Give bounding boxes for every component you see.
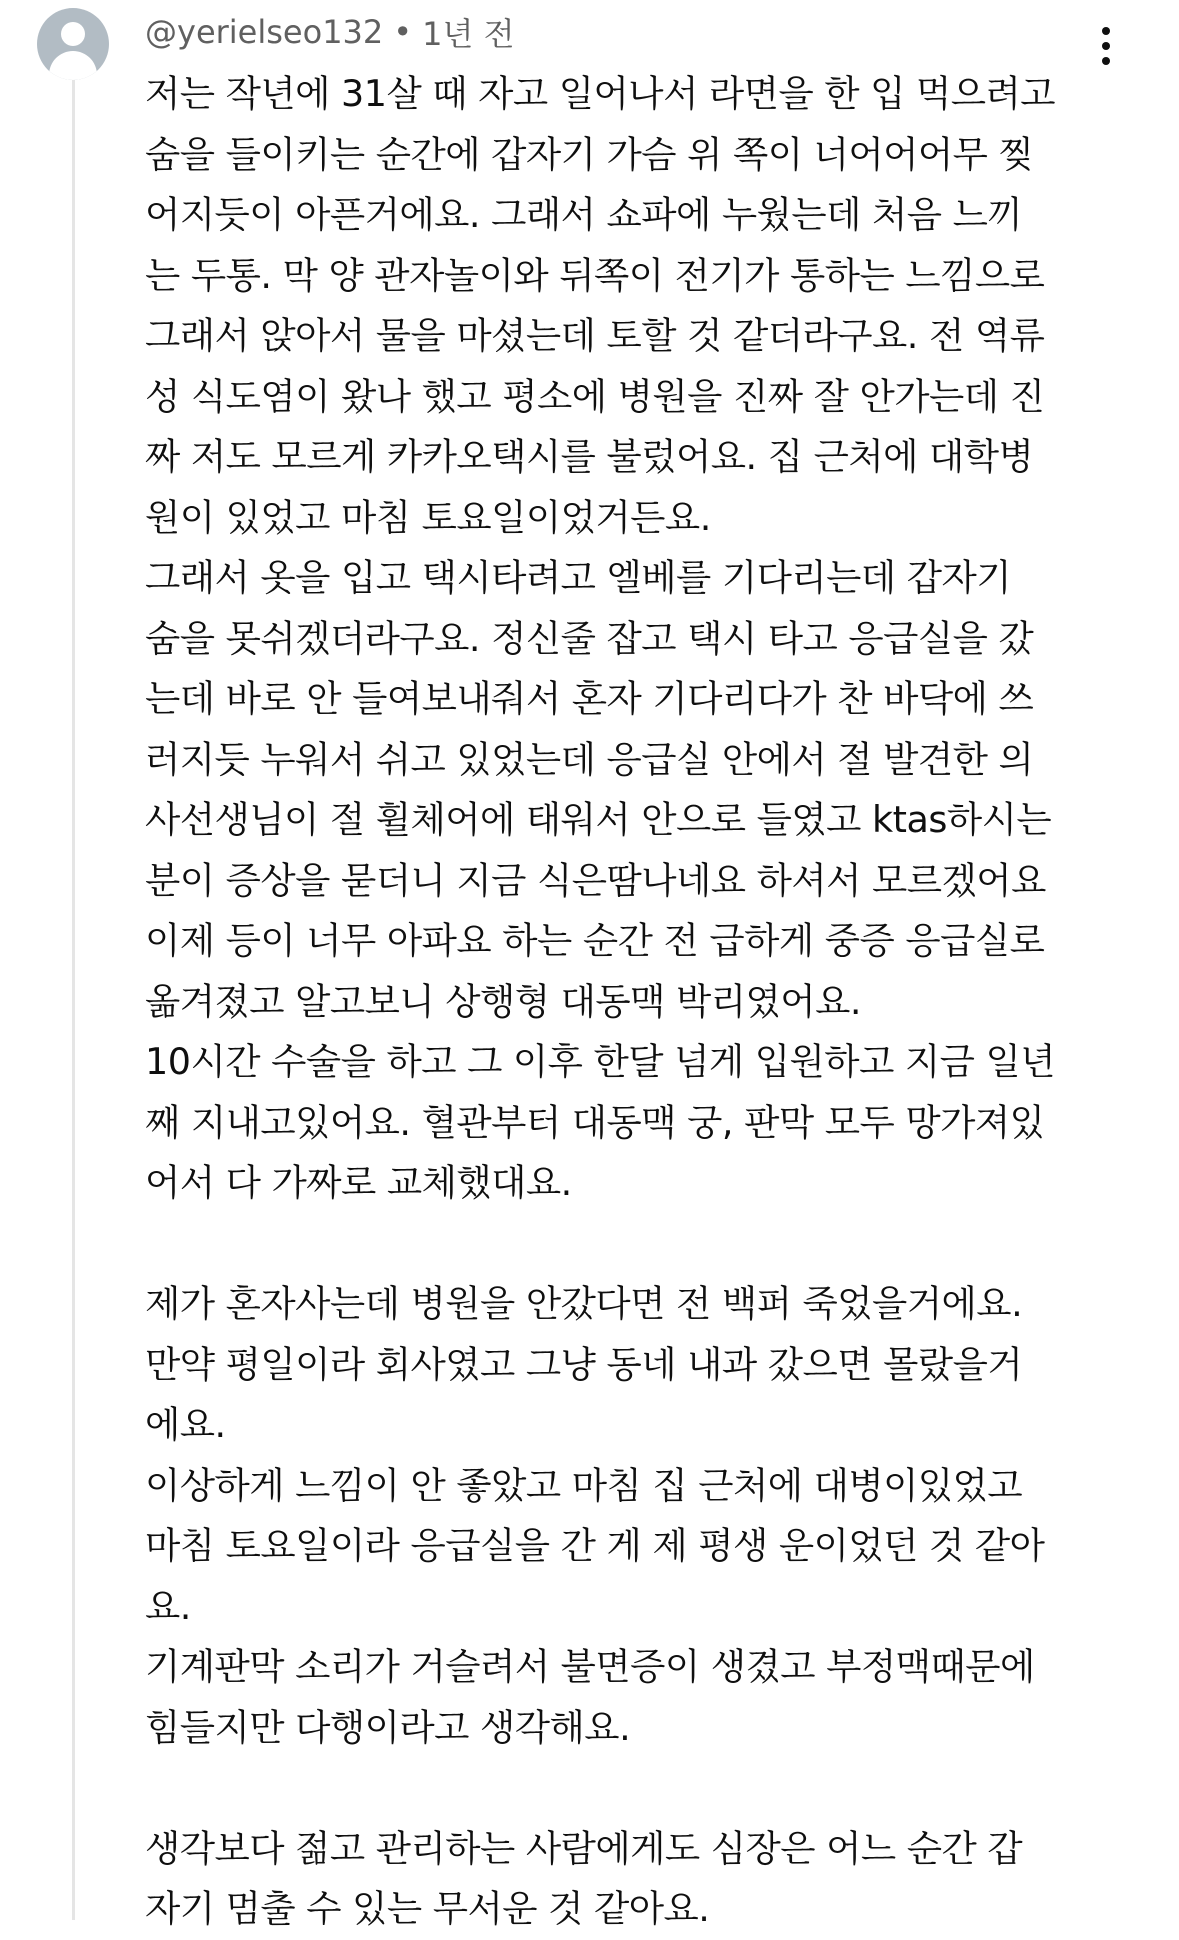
comment-line: 는데 바로 안 들여보내줘서 혼자 기다리다가 찬 바닥에 쓰 [145,677,1034,720]
comment-header [145,10,515,54]
comment-line: 숨을 들이키는 순간에 갑자기 가슴 위 쪽이 너어어어무 찢 [145,132,1034,176]
comment-line: 원이 있었고 마침 토요일이었거든요. [145,495,711,539]
comment-line: 이제 등이 너무 아파요 하는 순간 전 급하게 중증 응급실로 [145,919,1045,962]
comment-line: 저는 작년에 31살 때 자고 일어나서 라면을 한 입 먹으려고 [145,72,1056,115]
comment-line: 에요. [145,1403,226,1446]
paragraph-gap [145,1758,1145,1819]
comment-text [145,64,1145,1940]
comment-line: 10시간 수술을 하고 그 이후 한달 넘게 입원하고 지금 일년 [145,1040,1056,1083]
comment-line: 숨을 못쉬겠더라구요. 정신줄 잡고 택시 타고 응급실을 갔 [145,616,1034,660]
comment-line: 마침 토요일이라 응급실을 간 게 제 평생 운이었던 것 같아 [145,1524,1045,1567]
comment-line: 째 지내고있어요. 혈관부터 대동맥 궁, 판막 모두 망가져있 [145,1100,1045,1144]
thread-line [72,80,75,1920]
comment-line: 옮겨졌고 알고보니 상행형 대동맥 박리였어요. [145,979,861,1023]
default-avatar-icon [61,22,85,46]
comment-line: 그래서 옷을 입고 택시타려고 엘베를 기다리는데 갑자기 [145,556,1012,599]
comment-line: 기계판막 소리가 거슬려서 불면증이 생겼고 부정맥때문에 [145,1645,1035,1688]
author-name[interactable]: @yerielseo132 [145,13,384,51]
comment-line: 분이 증상을 묻더니 지금 식은땀나네요 하셔서 모르겠어요 [145,858,1046,902]
comment-timestamp: 1년 전 [422,15,515,53]
separator-dot: • [393,13,413,51]
comment-line: 생각보다 젊고 관리하는 사람에게도 심장은 어느 순간 갑 [145,1826,1023,1870]
comment-line: 사선생님이 절 휠체어에 태워서 안으로 들였고 ktas하시는 [145,798,1052,841]
comment-line: 힘들지만 다행이라고 생각해요. [145,1705,631,1749]
comment-line: 러지듯 누워서 쉬고 있었는데 응급실 안에서 절 발견한 의 [145,737,1034,781]
comment-line: 그래서 앉아서 물을 마셨는데 토할 것 같더라구요. 전 역류 [145,314,1045,357]
comment-line: 어서 다 가짜로 교체했대요. [145,1161,572,1204]
more-vert-icon [1102,27,1110,35]
comment-line: 자기 멈출 수 있는 무서운 것 같아요. [145,1887,710,1930]
avatar[interactable] [37,8,109,80]
comment-line: 이상하게 느낌이 안 좋았고 마침 집 근처에 대병이있었고 [145,1463,1023,1507]
comment-line: 제가 혼자사는데 병원을 안갔다면 전 백퍼 죽었을거에요. [145,1282,1023,1325]
comment-line: 는 두통. 막 양 관자놀이와 뒤쪽이 전기가 통하는 느낌으로 [145,253,1045,297]
comment-line: 어지듯이 아픈거에요. 그래서 쇼파에 누웠는데 처음 느끼 [145,193,1023,236]
comment-line: 요. [145,1584,191,1628]
comment-line: 성 식도염이 왔나 했고 평소에 병원을 진짜 잘 안가는데 진 [145,374,1045,418]
paragraph-gap [145,1214,1145,1275]
comment-line: 만약 평일이라 회사였고 그냥 동네 내과 갔으면 몰랐을거 [145,1342,1023,1386]
comment-line: 짜 저도 모르게 카카오택시를 불렀어요. 집 근처에 대학병 [145,435,1034,478]
